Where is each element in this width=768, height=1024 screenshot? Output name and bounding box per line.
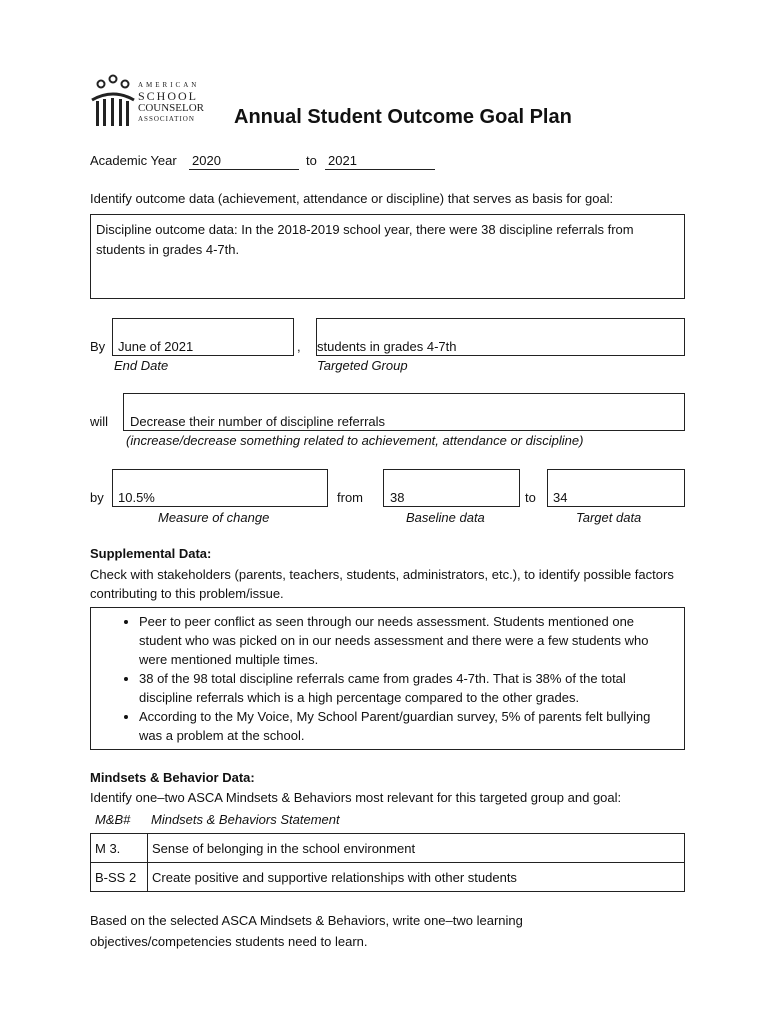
academic-year-to: 2021 (328, 153, 357, 168)
academic-year-to-label: to (306, 153, 317, 168)
supplemental-item: • 38 of the 98 total discipline referrals came from grades 4-7th. That is 38% of the total discipline referrals which is a high percentage compared to the other grades. (139, 669, 651, 707)
target-value: 34 (553, 490, 568, 505)
objectives-prompt: Based on the selected ASCA Mindsets & Behaviors, write one–two learning objectives/competencies students need to learn. (90, 913, 523, 949)
mindsets-col-header-statement: Mindsets & Behaviors Statement (151, 812, 340, 827)
targeted-group-caption: Targeted Group (317, 358, 408, 373)
measure-caption: Measure of change (158, 510, 270, 525)
mindset-statement[interactable]: Create positive and supportive relationships with other students (148, 863, 685, 892)
outcome-data-box[interactable] (90, 214, 685, 299)
target-field[interactable] (547, 469, 685, 507)
logo-line-american: AMERICAN (138, 81, 200, 89)
mindset-code[interactable]: M 3. (91, 834, 148, 863)
from-label: from (337, 490, 363, 505)
by-label: By (90, 339, 106, 354)
measure-value: 10.5% (118, 490, 155, 505)
logo-line-counselor: COUNSELOR (138, 102, 205, 114)
will-field[interactable] (123, 393, 685, 431)
mindset-code[interactable]: B-SS 2 (91, 863, 148, 892)
measure-field[interactable] (112, 469, 328, 507)
by-comma: , (297, 339, 301, 354)
supplemental-item: • According to the My Voice, My School Parent/guardian survey, 5% of parents felt bullying was a problem at the school. (139, 707, 651, 745)
asca-logo (90, 74, 230, 130)
logo-line-association: ASSOCIATION (138, 115, 195, 123)
supplemental-item: • Peer to peer conflict as seen through our needs assessment. Students mentioned one student who was picked on in our needs assessment and there were a few students who were mentioned multiple times. (139, 612, 651, 669)
baseline-field[interactable] (383, 469, 520, 507)
target-caption: Target data (576, 510, 642, 525)
table-row (91, 834, 685, 863)
baseline-caption: Baseline data (406, 510, 485, 525)
academic-year-from: 2020 (192, 153, 221, 168)
outcome-prompt: Identify outcome data (achievement, attendance or discipline) that serves as basis for goal: (90, 191, 614, 206)
mindsets-table (90, 833, 685, 892)
mindsets-heading: Mindsets & Behavior Data: (90, 770, 255, 785)
mindsets-prompt: Identify one–two ASCA Mindsets & Behaviors most relevant for this targeted group and goal: (90, 790, 622, 805)
will-label: will (90, 414, 109, 429)
mindset-statement[interactable]: Sense of belonging in the school environment (148, 834, 685, 863)
academic-year-from-line (189, 169, 299, 170)
table-row (91, 863, 685, 892)
supplemental-prompt: Check with stakeholders (parents, teachers, students, administrators, etc.), to identify possible factors contributing to this problem/issue. (90, 567, 674, 601)
end-date-caption: End Date (114, 358, 169, 373)
academic-year-to-line (325, 169, 435, 170)
end-date-value: June of 2021 (118, 339, 194, 354)
supplemental-box[interactable] (90, 607, 685, 750)
end-date-field[interactable] (112, 318, 294, 356)
will-caption: (increase/decrease something related to achievement, attendance or discipline) (126, 433, 584, 448)
targeted-group-value: students in grades 4-7th (317, 339, 457, 354)
academic-year-label: Academic Year (90, 153, 177, 168)
logo-line-school: SCHOOL (138, 89, 199, 103)
measure-by-label: by (90, 490, 104, 505)
asca-logo-icon (90, 74, 136, 130)
outcome-data-text: Discipline outcome data: In the 2018-2019 school year, there were 38 discipline referrals from students in grades 4-7th. (96, 222, 634, 257)
supplemental-heading: Supplemental Data: (90, 546, 212, 561)
page-title: Annual Student Outcome Goal Plan (234, 106, 572, 128)
to-label: to (525, 490, 536, 505)
baseline-value: 38 (390, 490, 405, 505)
targeted-group-field[interactable] (316, 318, 685, 356)
will-value: Decrease their number of discipline referrals (130, 414, 386, 429)
supplemental-list (91, 612, 651, 745)
mindsets-col-header-code: M&B# (95, 812, 131, 827)
